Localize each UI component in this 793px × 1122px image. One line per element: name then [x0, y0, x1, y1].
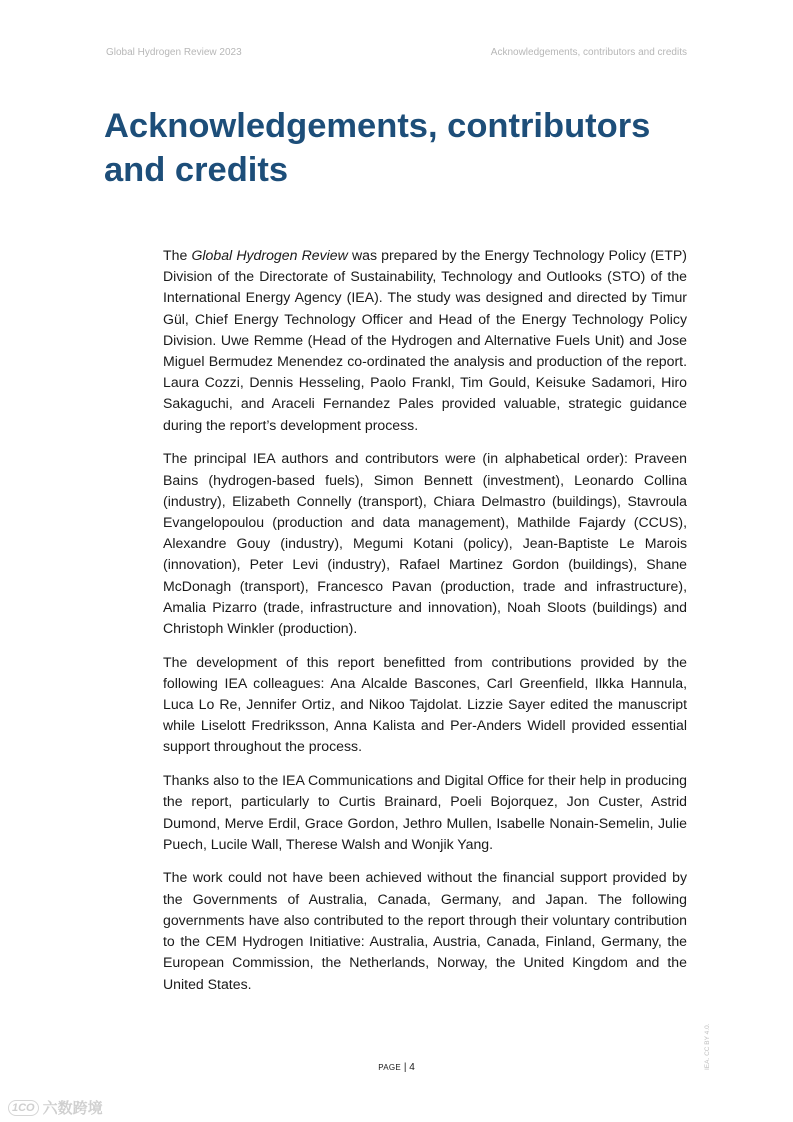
license-note: IEA. CC BY 4.0. [704, 1023, 711, 1070]
report-name-italic: Global Hydrogen Review [191, 247, 348, 263]
paragraph-2: The principal IEA authors and contributors were (in alphabetical order): Praveen Bains (hydrogen-based fuels), Simon Bennett (investment), Leonardo Collina (industry), Elizabeth Connelly (transport), Chiara Delmastro (buildings), Stavroula Evangelopoulou (production and data management), Mathilde Fajardy (CCUS), Alexandre Gouy (industry), Megumi Kotani (policy), Jean-Baptiste Le Marois (innovation), Peter Levi (industry), Rafael Martinez Gordon (buildings), Shane McDonagh (transport), Francesco Pavan (production, trade and infrastructure), Amalia Pizarro (trade, infrastructure and innovation), Noah Sloots (buildings) and Christoph Winkler (production). [163, 450, 687, 636]
page-separator: | [401, 1062, 410, 1073]
watermark-logo-icon: 1CO [8, 1100, 39, 1116]
paragraph-3: The development of this report benefitted from contributions provided by the following IEA colleagues: Ana Alcalde Bascones, Carl Greenfield, Ilkka Hannula, Luca Lo Re, Jennifer Ortiz, and Nikoo Tajdolat. Lizzie Sayer edited the manuscript while Liselott Fredriksson, Anna Kalista and Per-Anders Widell provided essential support throughout the process. [163, 653, 687, 755]
paragraph-4: Thanks also to the IEA Communications and Digital Office for their help in producing the report, particularly to Curtis Brainard, Poeli Bojorquez, Jon Custer, Astrid Dumond, Merve Erdil, Grace Gordon, Jethro Mullen, Isabelle Nonain-Semelin, Julie Puech, Lucile Wall, Therese Walsh and Wonjik Yang. [163, 772, 687, 852]
paragraph-5: The work could not have been achieved without the financial support provided by the Governments of Australia, Canada, Germany, and Japan. The following governments have also contributed to the report through their voluntary contribution to the CEM Hydrogen Initiative: Australia, Austria, Canada, Finland, Germany, the European Commission, the Netherlands, Norway, the United Kingdom and the United States. [163, 869, 687, 992]
paragraph-1 [163, 245, 687, 436]
running-header-section-title: Acknowledgements, contributors and credits [490, 47, 687, 58]
paragraph-1-prefix: The [163, 247, 192, 263]
watermark [8, 1097, 103, 1118]
body-text [163, 245, 687, 1007]
running-header-report-title: Global Hydrogen Review 2023 [106, 47, 242, 58]
page-number-value: 4 [409, 1062, 415, 1073]
page-number [0, 1062, 793, 1073]
page-label: PAGE [378, 1063, 402, 1072]
page-title: Acknowledgements, contributors and credits [104, 107, 651, 189]
watermark-text: 六数跨境 [42, 1100, 103, 1117]
paragraph-1-rest: was prepared by the Energy Technology Policy (ETP) Division of the Directorate of Sustainability, Technology and Outlooks (STO) of the International Energy Agency (IEA). The study was designed and directed by Timur Gül, Chief Energy Technology Officer and Head of the Energy Technology Policy Division. Uwe Remme (Head of the Hydrogen and Alternative Fuels Unit) and Jose Miguel Bermudez Menendez co-ordinated the analysis and production of the report. Laura Cozzi, Dennis Hesseling, Paolo Frankl, Tim Gould, Keisuke Sadamori, Hiro Sakaguchi, and Araceli Fernandez Pales provided valuable, strategic guidance during the report’s development process. [163, 247, 687, 433]
